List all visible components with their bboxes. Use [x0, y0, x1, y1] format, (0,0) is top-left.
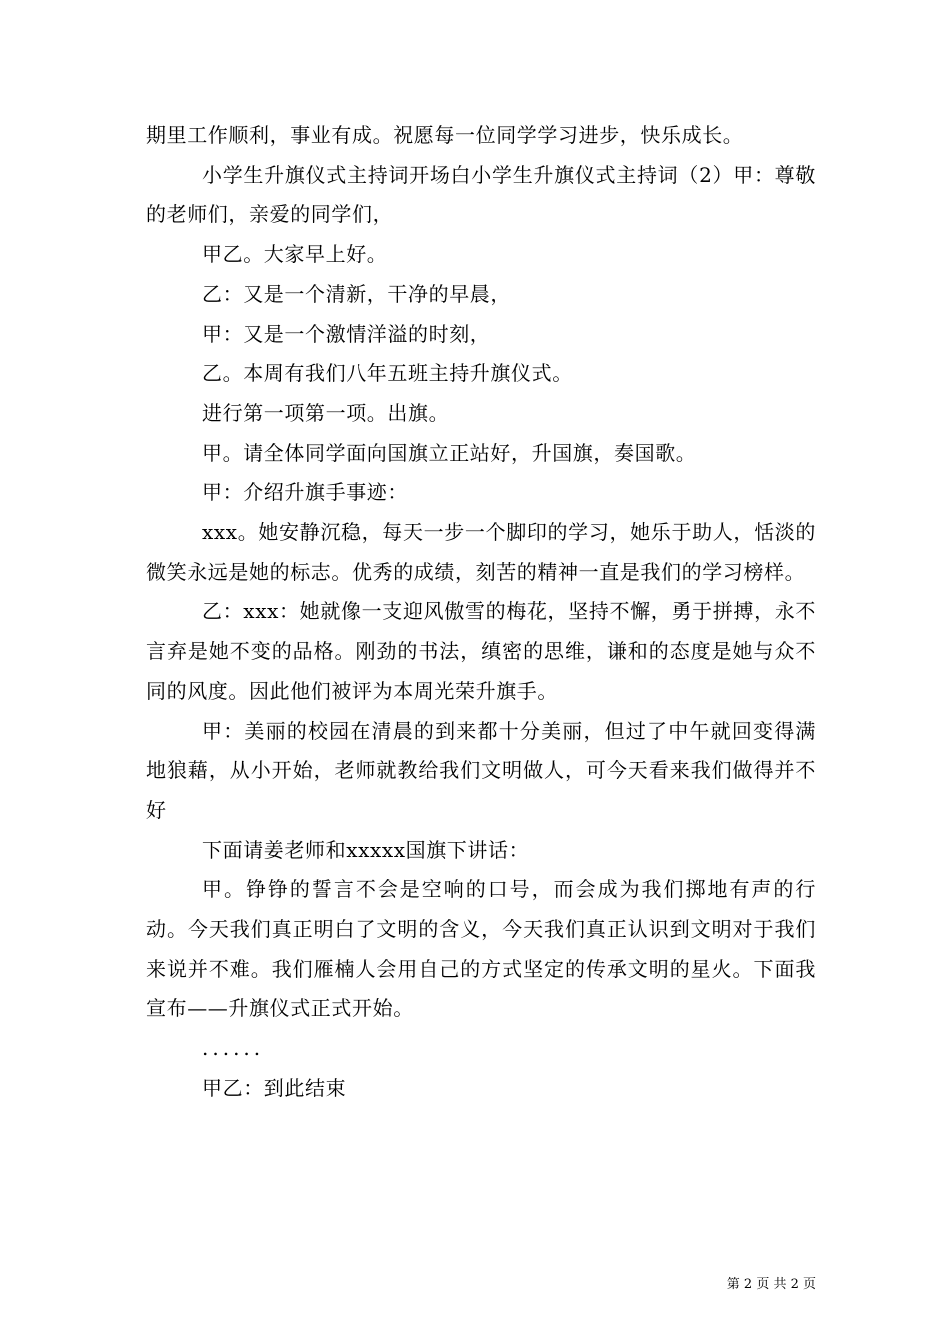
paragraph-flag-raiser-1: xxx。她安静沉稳，每天一步一个脚印的学习，她乐于助人，恬淡的微笑永远是她的标志。优秀的成绩，刻苦的精神一直是我们的学习榜样。 [146, 520, 816, 584]
paragraph-line: 进行第一项第一项。出旗。 [202, 400, 450, 425]
paragraph-flag-raiser-2: 乙：xxx：她就像一支迎风傲雪的梅花，坚持不懈，勇于拼搏，永不言弃是她不变的品格。刚劲的书法，缜密的思维，谦和的态度是她与众不同的风度。因此他们被评为本周光荣升旗手。 [146, 599, 816, 703]
paragraph-line: 甲：介绍升旗手事迹： [202, 480, 408, 505]
paragraph-campus: 甲：美丽的校园在清晨的到来都十分美丽，但过了中午就回变得满地狼藉，从小开始，老师就教给我们文明做人，可今天看来我们做得并不好 [146, 718, 816, 822]
paragraph-line: 甲。请全体同学面向国旗立正站好，升国旗，奏国歌。 [202, 440, 697, 465]
paragraph-line: 乙。本周有我们八年五班主持升旗仪式。 [202, 361, 573, 386]
paragraph-line: 乙：又是一个清新，干净的早晨， [202, 281, 511, 306]
paragraph-ellipsis: ...... [202, 1036, 265, 1061]
paragraph-continuation: 期里工作顺利，事业有成。祝愿每一位同学学习进步，快乐成长。 [146, 123, 744, 147]
paragraph-greeting: 甲乙。大家早上好。 [202, 242, 388, 267]
paragraph-speech-intro: 下面请姜老师和xxxxx国旗下讲话： [202, 837, 530, 862]
paragraph-line: 甲：又是一个激情洋溢的时刻， [202, 321, 491, 346]
paragraph-declaration: 甲。铮铮的誓言不会是空响的口号，而会成为我们掷地有声的行动。今天我们真正明白了文明的含义，今天我们真正认识到文明对于我们来说并不难。我们雁楠人会用自己的方式坚定的传承文明的星火。下面我宣布——升旗仪式正式开始。 [146, 877, 816, 1021]
paragraph-ending: 甲乙：到此结束 [202, 1075, 347, 1100]
page-number-footer: 第 2 页 共 2 页 [726, 1277, 816, 1292]
paragraph-title-line: 小学生升旗仪式主持词开场白小学生升旗仪式主持词（2）甲：尊敬的老师们，亲爱的同学们， [146, 162, 816, 227]
document-body [146, 116, 816, 1109]
